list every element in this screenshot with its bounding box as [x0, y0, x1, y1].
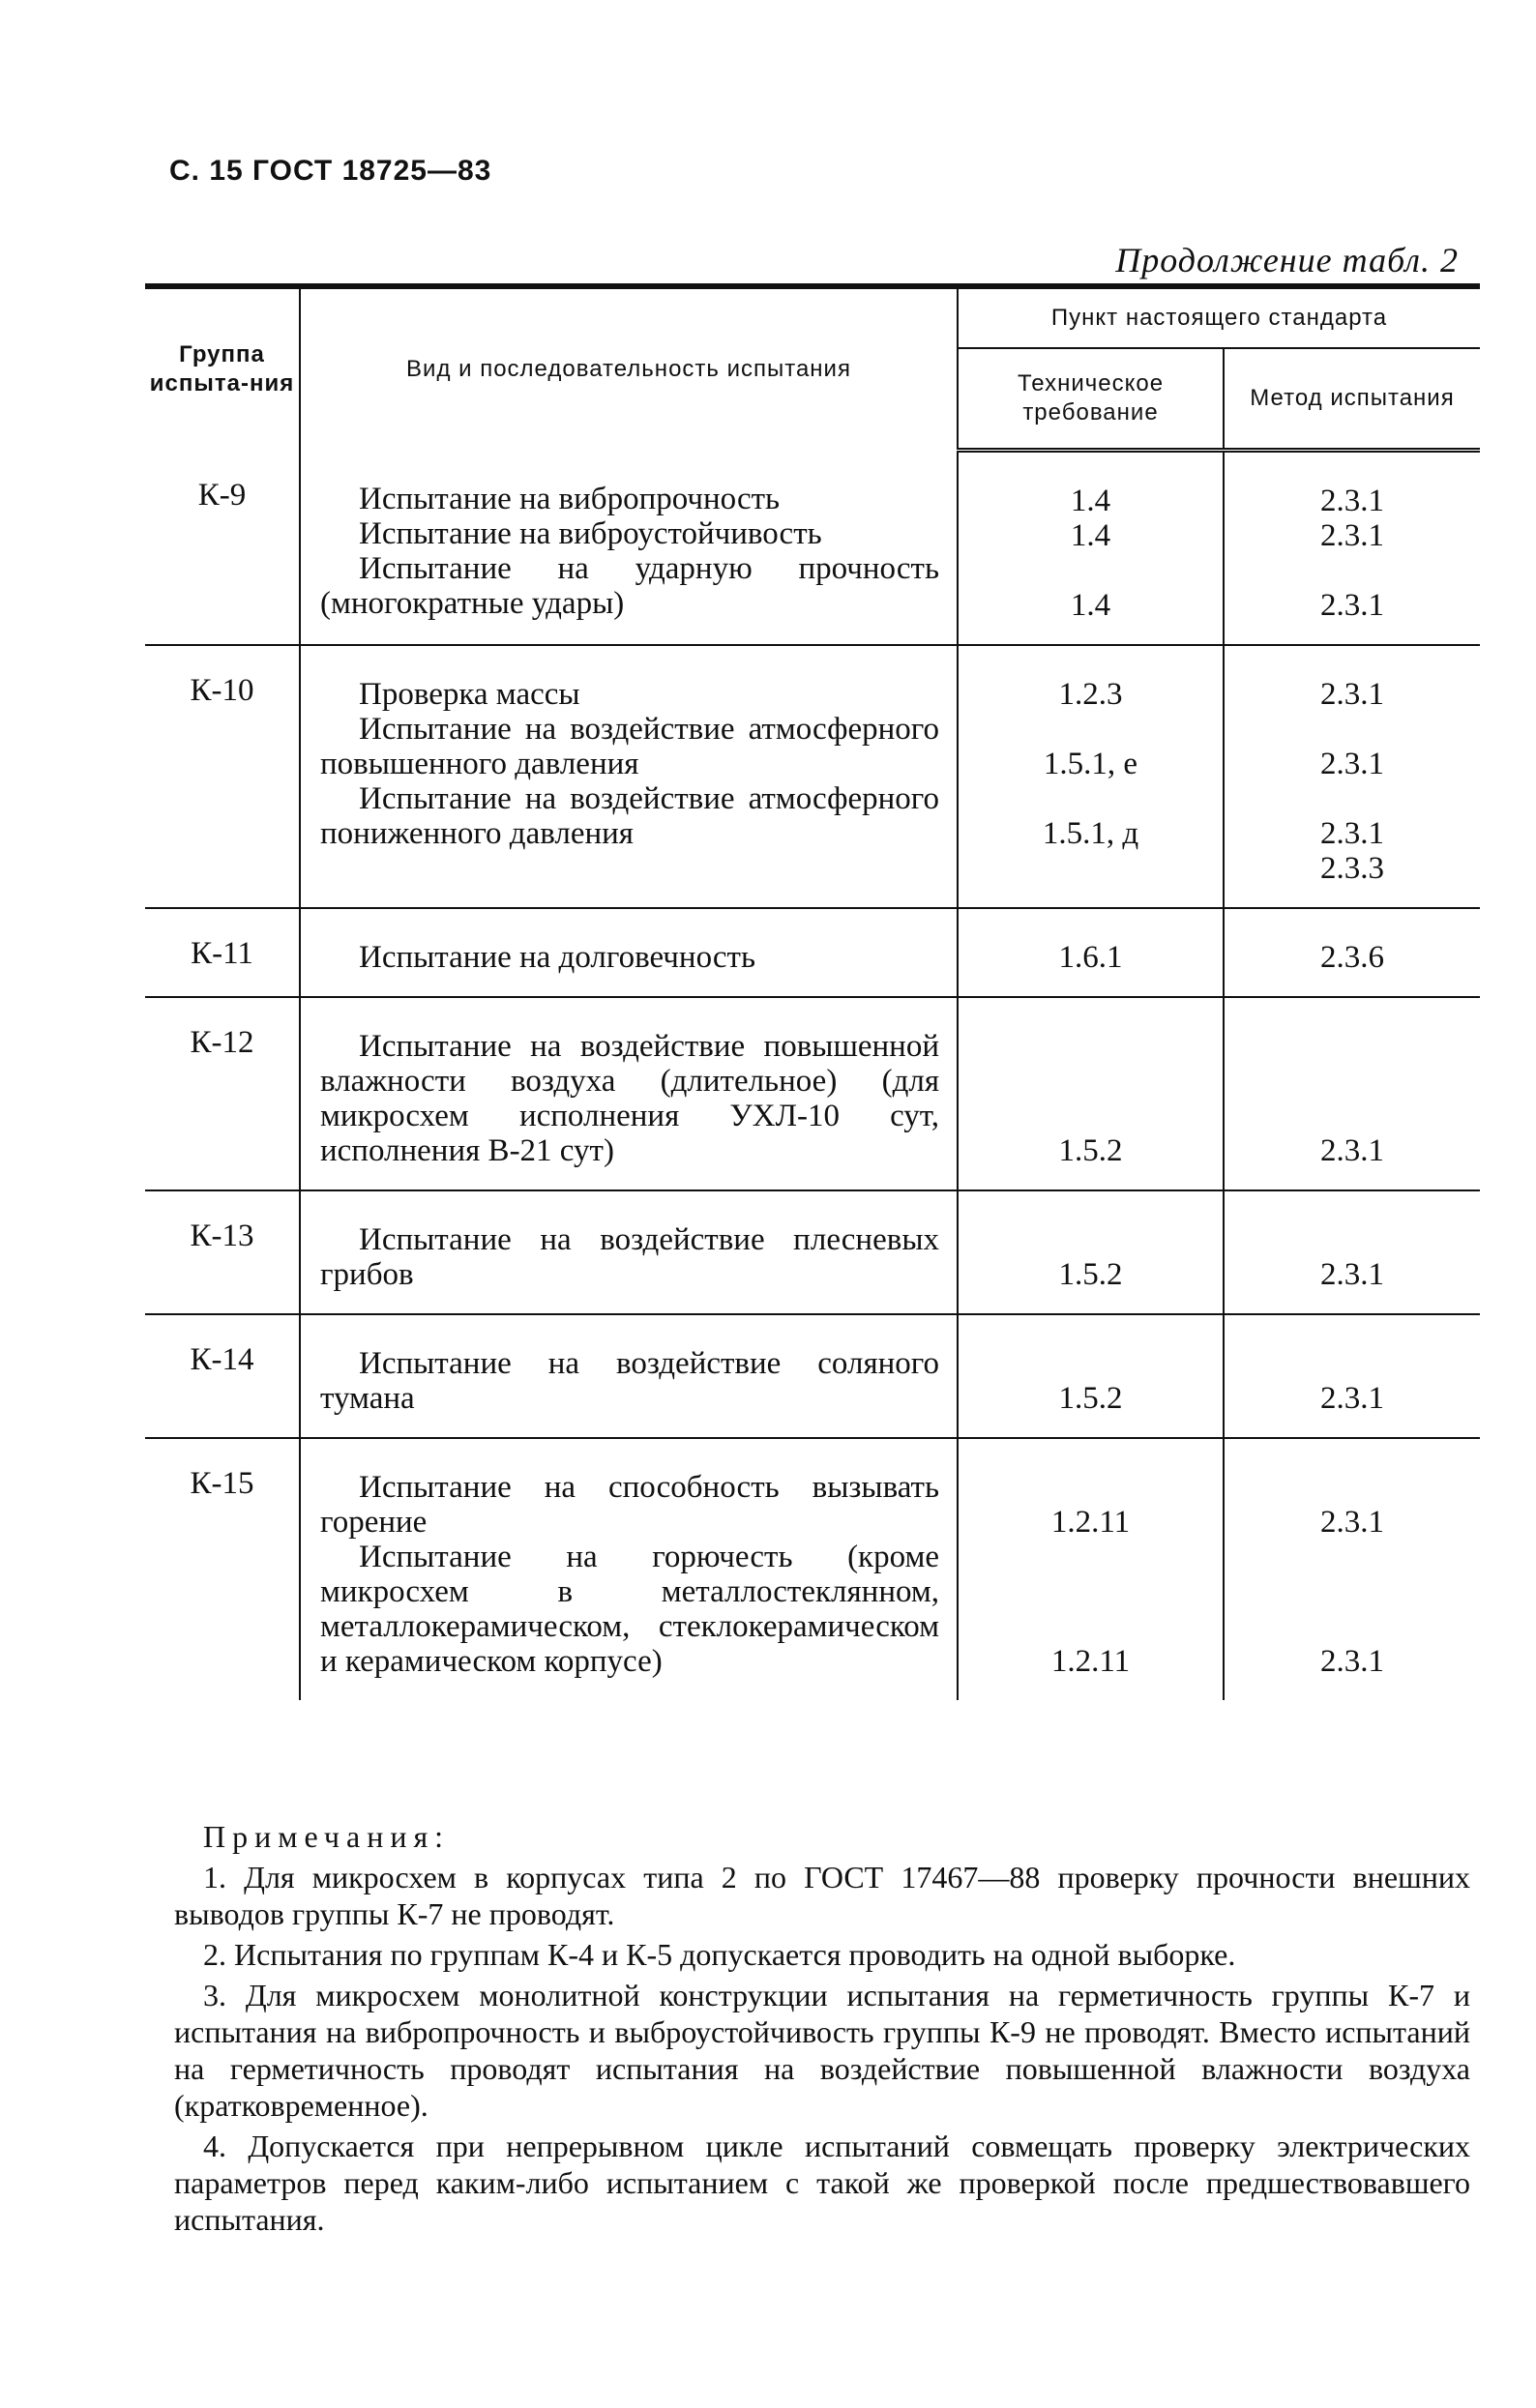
method-cell: 2.3.1 2.3.1 2.3.1 [1224, 451, 1480, 646]
tech-cell: 1.5.2 [958, 997, 1224, 1190]
tech-cell: 1.2.11 1.2.11 [958, 1438, 1224, 1700]
kind-cell: Испытание на вибропрочность Испытание на виброустойчивость Испытание на ударную прочность (многократные удары) [300, 451, 958, 646]
column-header-standard: Пункт настоящего стандарта [958, 286, 1480, 348]
notes-section [174, 1818, 1470, 2238]
kind-cell: Испытание на воздействие повышенной влажности воздуха (длительное) (для микросхем исполнения УХЛ-10 сут, исполнения В-21 сут) [300, 997, 958, 1190]
column-header-tech: Техническое требование [958, 348, 1224, 451]
column-header-group: Группа испыта-ния [145, 286, 300, 451]
kind-cell: Проверка массы Испытание на воздействие атмосферного повышенного давления Испытание на воздействие атмосферного пониженного давления [300, 645, 958, 908]
group-cell: К-14 [145, 1314, 300, 1438]
tech-cell: 1.5.2 [958, 1190, 1224, 1314]
tech-cell: 1.4 1.4 1.4 [958, 451, 1224, 646]
page-header: С. 15 ГОСТ 18725—83 [169, 155, 492, 187]
notes-title: Примечания: [203, 1819, 451, 1854]
kind-cell: Испытание на долговечность [300, 908, 958, 997]
table-row [145, 451, 1480, 646]
table-row [145, 997, 1480, 1190]
table-continuation-label: Продолжение табл. 2 [1115, 241, 1459, 279]
method-cell: 2.3.1 2.3.1 2.3.1 2.3.3 [1224, 645, 1480, 908]
method-cell: 2.3.6 [1224, 908, 1480, 997]
note-item: 4. Допускается при непрерывном цикле испытаний совмещать проверку электрических параметров перед каким-либо испытанием с такой же проверкой после предшествовавшего испытания. [174, 2129, 1470, 2237]
table-row [145, 645, 1480, 908]
table-row [145, 908, 1480, 997]
method-cell: 2.3.1 [1224, 1314, 1480, 1438]
group-cell: К-10 [145, 645, 300, 908]
method-cell: 2.3.1 2.3.1 [1320, 1505, 1384, 1679]
table-row [145, 1190, 1480, 1314]
group-cell: К-9 [145, 451, 300, 646]
kind-cell: Испытание на способность вызывать горение Испытание на горючесть (кроме микросхем в металлостеклянном, металлокерамическом, стеклокерамическом и керамическом корпусе) [300, 1438, 958, 1700]
column-header-method: Метод испытания [1224, 348, 1480, 451]
test-table [145, 283, 1480, 1700]
kind-cell: Испытание на воздействие плесневых грибов [300, 1190, 958, 1314]
column-header-kind: Вид и последовательность испытания [300, 286, 958, 451]
group-cell: К-13 [145, 1190, 300, 1314]
tech-cell: 1.5.2 [958, 1314, 1224, 1438]
group-cell: К-15 [145, 1438, 300, 1700]
table-row [145, 1438, 1480, 1700]
note-item: 3. Для микросхем монолитной конструкции испытания на герметичность группы К-7 и испытания на вибропрочность и выброустойчивость группы К-9 не проводят. Вместо испытаний на герметичность проводят испытания на воздействие повышенной влажности воздуха (кратковременное). [174, 1978, 1470, 2123]
tech-cell: 1.6.1 [958, 908, 1224, 997]
group-cell: К-11 [145, 908, 300, 997]
method-cell: 2.3.1 [1224, 1190, 1480, 1314]
method-cell: 2.3.1 [1224, 997, 1480, 1190]
note-item: 1. Для микросхем в корпусах типа 2 по ГОСТ 17467—88 проверку прочности внешних выводов группы К-7 не проводят. [174, 1860, 1470, 1931]
note-item: 2. Испытания по группам К-4 и К-5 допускается проводить на одной выборке. [203, 1937, 1236, 1972]
tech-cell: 1.2.3 1.5.1, е 1.5.1, д [958, 645, 1224, 908]
group-cell: К-12 [145, 997, 300, 1190]
kind-cell: Испытание на воздействие соляного тумана [300, 1314, 958, 1438]
table-row [145, 1314, 1480, 1438]
